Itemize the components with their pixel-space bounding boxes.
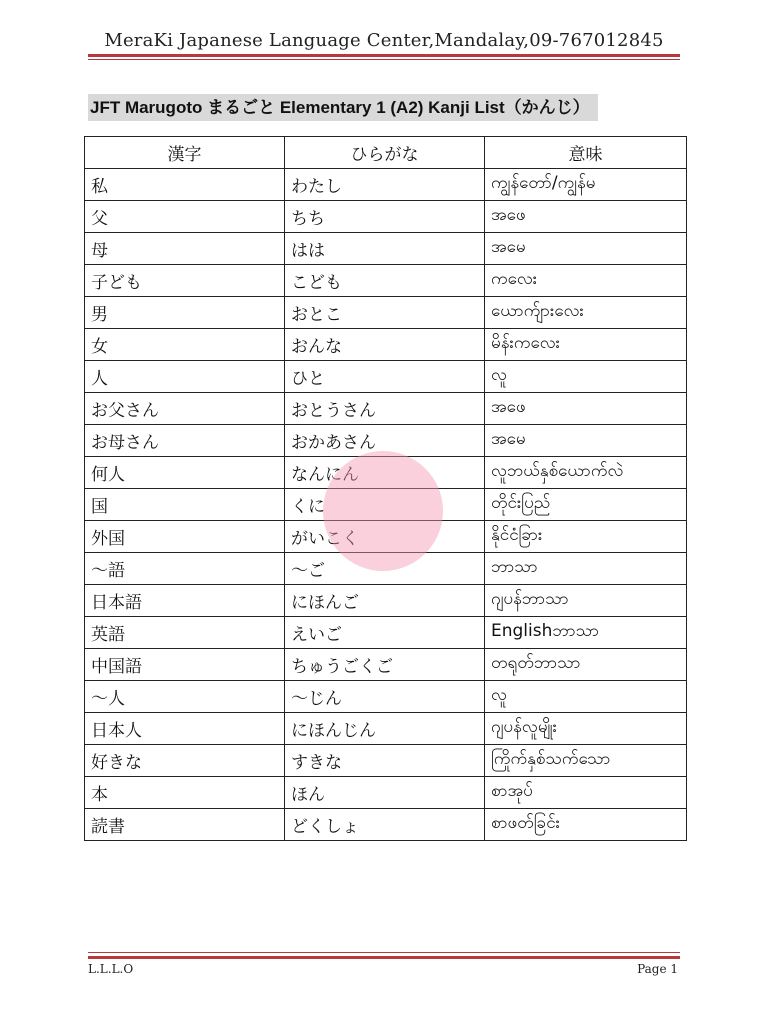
page-number: Page 1	[637, 962, 678, 976]
hiragana-cell: くに	[285, 489, 485, 521]
meaning-cell: တိုင်းပြည်	[485, 489, 687, 521]
meaning-cell: စာဖတ်ခြင်း	[485, 809, 687, 841]
meaning-cell: လူ	[485, 681, 687, 713]
meaning-cell: တရုတ်ဘာသာ	[485, 649, 687, 681]
table-row	[85, 329, 687, 361]
table-row	[85, 649, 687, 681]
table-row	[85, 169, 687, 201]
hiragana-cell: おとこ	[285, 297, 485, 329]
hiragana-cell: にほんじん	[285, 713, 485, 745]
header-rule-thin	[88, 59, 680, 60]
meaning-cell: ကြိုက်နှစ်သက်သော	[485, 745, 687, 777]
column-header-hiragana: ひらがな	[285, 137, 485, 169]
hiragana-cell: ちゅうごくご	[285, 649, 485, 681]
hiragana-cell: どくしょ	[285, 809, 485, 841]
kanji-cell: 国	[85, 489, 285, 521]
table-row	[85, 361, 687, 393]
table-header-row	[85, 137, 687, 169]
table-row	[85, 681, 687, 713]
table-row	[85, 617, 687, 649]
hiragana-cell: おんな	[285, 329, 485, 361]
table-row	[85, 521, 687, 553]
hiragana-cell: こども	[285, 265, 485, 297]
footer-rule	[88, 956, 680, 959]
table-row	[85, 297, 687, 329]
kanji-cell: ～語	[85, 553, 285, 585]
meaning-cell: လူဘယ်နှစ်ယောက်လဲ	[485, 457, 687, 489]
meaning-cell: Englishဘာသာ	[485, 617, 687, 649]
kanji-cell: 英語	[85, 617, 285, 649]
hiragana-cell: ～ご	[285, 553, 485, 585]
table-row	[85, 713, 687, 745]
hiragana-cell: おとうさん	[285, 393, 485, 425]
table-row	[85, 425, 687, 457]
table-row	[85, 809, 687, 841]
meaning-cell: မိန်းကလေး	[485, 329, 687, 361]
meaning-cell: ယောက်ျားလေး	[485, 297, 687, 329]
kanji-cell: 子ども	[85, 265, 285, 297]
kanji-cell: 本	[85, 777, 285, 809]
kanji-table	[84, 136, 687, 841]
table-body	[85, 169, 687, 841]
meaning-cell: ဂျပန်လူမျိုး	[485, 713, 687, 745]
hiragana-cell: なんにん	[285, 457, 485, 489]
meaning-cell: စာအုပ်	[485, 777, 687, 809]
kanji-cell: 中国語	[85, 649, 285, 681]
document-title: JFT Marugoto まるごと Elementary 1 (A2) Kanji List（かんじ）	[88, 94, 598, 121]
meaning-cell: ကလေး	[485, 265, 687, 297]
table-row	[85, 585, 687, 617]
kanji-cell: お父さん	[85, 393, 285, 425]
footer-left-text: L.L.L.O	[88, 962, 134, 976]
kanji-cell: 母	[85, 233, 285, 265]
header-rule	[88, 54, 680, 57]
footer-rule-thin	[88, 952, 680, 953]
table-row	[85, 553, 687, 585]
hiragana-cell: はは	[285, 233, 485, 265]
hiragana-cell: ほん	[285, 777, 485, 809]
table-row	[85, 265, 687, 297]
hiragana-cell: おかあさん	[285, 425, 485, 457]
kanji-cell: 女	[85, 329, 285, 361]
kanji-cell: 日本人	[85, 713, 285, 745]
meaning-cell: ကျွန်တော်/ကျွန်မ	[485, 169, 687, 201]
hiragana-cell: がいこく	[285, 521, 485, 553]
kanji-cell: 人	[85, 361, 285, 393]
table-row	[85, 457, 687, 489]
hiragana-cell: ちち	[285, 201, 485, 233]
meaning-cell: ဘာသာ	[485, 553, 687, 585]
meaning-cell: အမေ	[485, 233, 687, 265]
meaning-cell: အမေ	[485, 425, 687, 457]
meaning-cell: လူ	[485, 361, 687, 393]
meaning-cell: နိုင်ငံခြား	[485, 521, 687, 553]
table-row	[85, 777, 687, 809]
kanji-cell: 男	[85, 297, 285, 329]
kanji-cell: お母さん	[85, 425, 285, 457]
table-row	[85, 233, 687, 265]
meaning-cell: ဂျပန်ဘာသာ	[485, 585, 687, 617]
hiragana-cell: にほんご	[285, 585, 485, 617]
column-header-meaning: 意味	[485, 137, 687, 169]
table-row	[85, 745, 687, 777]
kanji-cell: 好きな	[85, 745, 285, 777]
hiragana-cell: すきな	[285, 745, 485, 777]
table-row	[85, 489, 687, 521]
kanji-cell: 読書	[85, 809, 285, 841]
hiragana-cell: ～じん	[285, 681, 485, 713]
hiragana-cell: えいご	[285, 617, 485, 649]
meaning-cell: အဖေ	[485, 393, 687, 425]
table-row	[85, 393, 687, 425]
kanji-cell: 外国	[85, 521, 285, 553]
table-row	[85, 201, 687, 233]
kanji-cell: 私	[85, 169, 285, 201]
column-header-kanji: 漢字	[85, 137, 285, 169]
meaning-cell: အဖေ	[485, 201, 687, 233]
page-header: MeraKi Japanese Language Center,Mandalay,09-767012845	[104, 30, 664, 51]
kanji-cell: ～人	[85, 681, 285, 713]
kanji-cell: 父	[85, 201, 285, 233]
hiragana-cell: わたし	[285, 169, 485, 201]
kanji-cell: 何人	[85, 457, 285, 489]
hiragana-cell: ひと	[285, 361, 485, 393]
kanji-cell: 日本語	[85, 585, 285, 617]
